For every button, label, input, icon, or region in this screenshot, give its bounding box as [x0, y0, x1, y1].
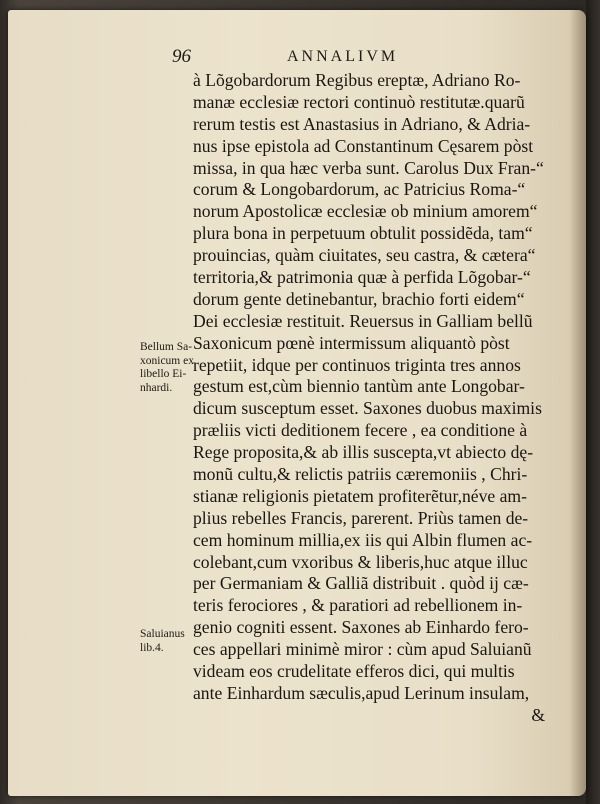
- text-line: videam eos crudelitate efferos dici, qui multis: [193, 661, 515, 682]
- page-header: [172, 46, 542, 68]
- text-line: cem hominum millia,ex iis qui Albin flumen ac-: [193, 529, 533, 550]
- text-line: gestum est,cùm biennio tantùm ante Longobar-: [193, 376, 525, 397]
- text-line: territoria,& patrimonia quæ à perfida Lõgobar-“: [193, 267, 531, 288]
- page-gutter-shadow: [570, 10, 586, 796]
- text-line: prouincias, quàm ciuitates, seu castra, & cætera“: [193, 245, 536, 266]
- text-line: Dei ecclesiæ restituit. Reuersus in Galliam bellũ: [193, 310, 533, 331]
- text-line: à Lõgobardorum Regibus ereptæ, Adriano Ro-: [193, 70, 521, 90]
- text-line: manæ ecclesiæ rectori continuò restitutæ.quarũ: [193, 91, 525, 112]
- main-text-block: [193, 70, 551, 727]
- text-line: repetiit, idque per continuos triginta tres annos: [193, 354, 521, 375]
- adjacent-page-edge: [586, 0, 600, 804]
- text-line: dicum susceptum esset. Saxones duobus maximis: [193, 398, 542, 419]
- text-line: Saxonicum pœnè intermissum aliquantò pòst: [193, 332, 510, 353]
- margin-note-line: Bellum Sa-: [140, 341, 193, 353]
- running-head: ANNALIVM: [287, 48, 399, 65]
- text-line: dorum gente detinebantur, brachio forti eidem“: [193, 288, 525, 309]
- text-line: Rege proposita,& ab illis suscepta,vt abiecto dę-: [193, 442, 534, 463]
- text-line: ces appellari minimè miror : cùm apud Saluianũ: [193, 639, 532, 660]
- text-line: missa, in qua hæc verba sunt. Carolus Dux Fran-“: [193, 157, 544, 178]
- text-line: nus ipse epistola ad Constantinum Cęsarem pòst: [193, 135, 534, 156]
- text-line: plius rebelles Francis, parerent. Priùs tamen de-: [193, 507, 529, 528]
- margin-note-saluianus: [140, 628, 198, 655]
- text-line: stianæ religionis pietatem profiterẽtur,néve am-: [193, 485, 527, 506]
- text-line: corum & Longobardorum, ac Patricius Roma-“: [193, 179, 526, 200]
- text-line: plura bona in perpetuum obtulit possidẽda, tam“: [193, 223, 533, 244]
- text-line: monũ cultu,& relictis patriis cæremoniis , Chri-: [193, 464, 528, 485]
- margin-note-line: nhardi.: [140, 381, 173, 394]
- text-line: rerum testis est Anastasius in Adriano, & Adria-: [193, 113, 531, 134]
- margin-note-bellum-saxonicum: [140, 341, 198, 395]
- page-number: 96: [172, 46, 191, 67]
- margin-note-line: lib.4.: [140, 641, 164, 654]
- text-line: teris ferociores , & paratiori ad rebellionem in-: [193, 595, 523, 616]
- text-line: ante Einhardum sæculis,apud Lerinum insulam,: [193, 682, 530, 703]
- text-line: norum Apostolicæ ecclesiæ ob minium amorem“: [193, 201, 538, 222]
- catchword: &: [531, 704, 545, 725]
- text-line: per Germaniam & Galliã distribuit . quòd ij cæ-: [193, 573, 529, 594]
- text-line: colebant,cum vxoribus & liberis,huc atque illuc: [193, 551, 528, 572]
- margin-note-line: Saluianus: [140, 628, 185, 640]
- text-line: genio cogniti essent. Saxones ab Einhardo fero-: [193, 617, 529, 638]
- margin-note-line: xonicum ex: [140, 354, 194, 367]
- margin-note-line: libello Ei-: [140, 368, 187, 380]
- text-line: præliis victi deditionem fecere , ea conditione à: [193, 420, 528, 441]
